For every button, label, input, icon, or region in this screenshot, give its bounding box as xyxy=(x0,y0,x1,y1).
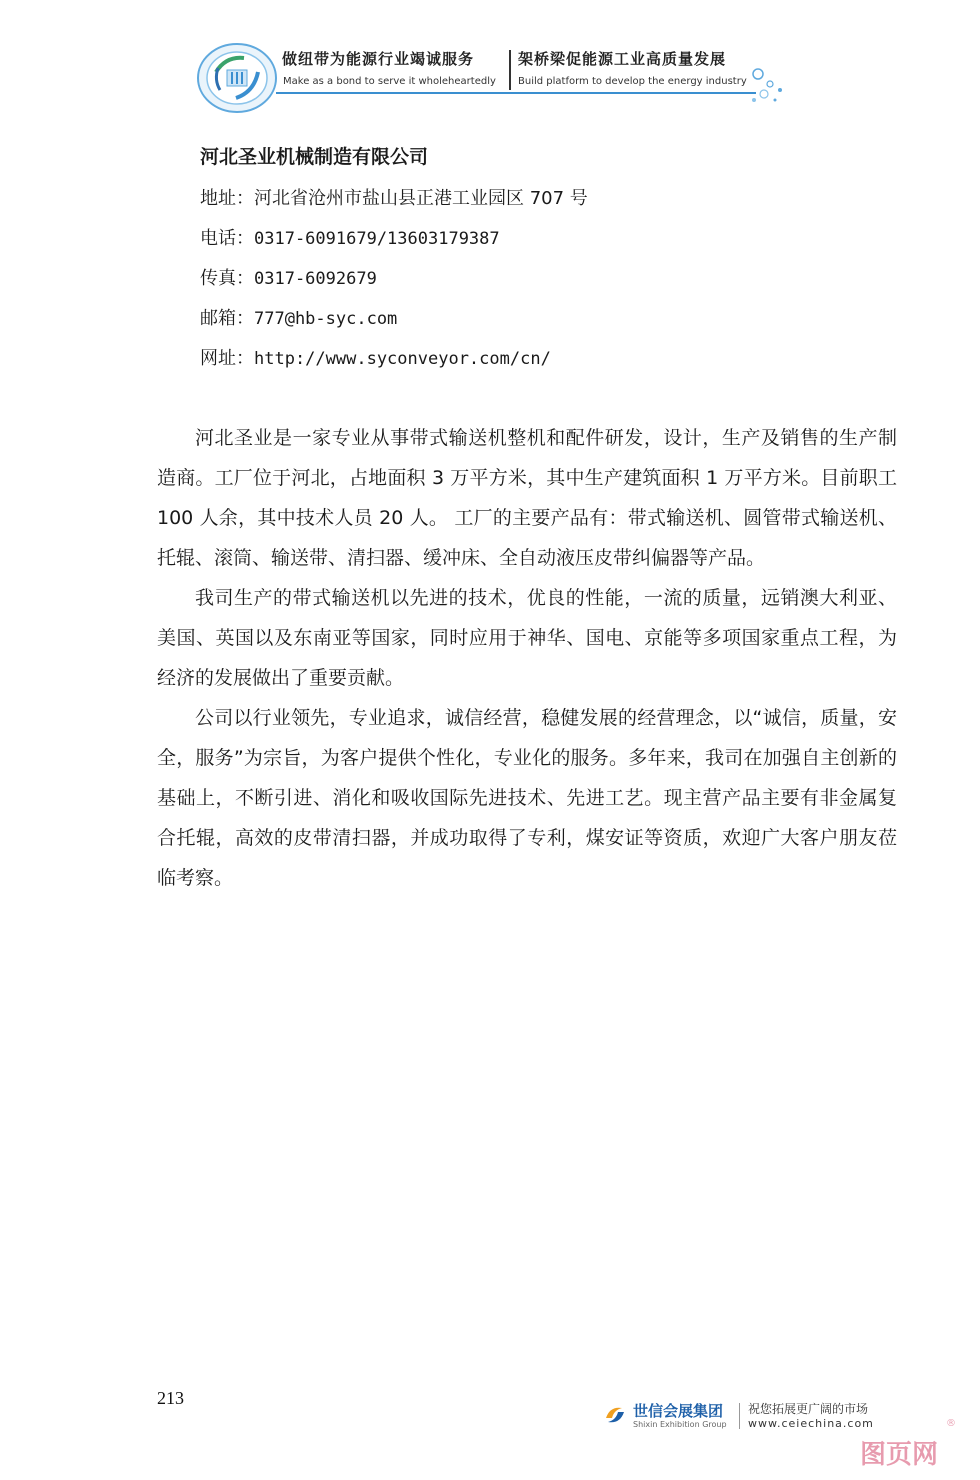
website-link[interactable]: http://www.syconveyor.com/cn/ xyxy=(254,349,551,369)
phone-label: 电话： xyxy=(200,228,254,249)
paragraph: 我司生产的带式输送机以先进的技术，优良的性能，一流的质量，远销澳大利亚、美国、英国以及东南亚等国家，同时应用于神华、国电、京能等多项国家重点工程，为经济的发展做出了重要贡献。 xyxy=(157,587,897,689)
decorative-bubbles-icon xyxy=(740,62,790,112)
slogan-cn-left: 做纽带为能源行业竭诚服务 xyxy=(282,50,475,68)
slogan-cn-right: 架桥梁促能源工业高质量发展 xyxy=(518,50,727,68)
footer-brand: 世信会展集团 xyxy=(633,1402,724,1420)
slogan-en-left: Make as a bond to serve it wholeheartedly xyxy=(283,76,496,87)
footer-separator xyxy=(739,1403,740,1429)
phone-line xyxy=(200,224,500,250)
address-value: 河北省沧州市盐山县正港工业园区 707 号 xyxy=(254,188,588,209)
registered-mark: ® xyxy=(946,1418,956,1429)
email-value[interactable]: 777@hb-syc.com xyxy=(254,309,398,329)
slogan-en-right: Build platform to develop the energy industry xyxy=(518,76,747,87)
fax-value: 0317-6092679 xyxy=(254,269,377,289)
website-line xyxy=(200,344,551,370)
company-name: 河北圣业机械制造有限公司 xyxy=(200,146,429,168)
watermark: 图页网 xyxy=(860,1440,939,1470)
phone-value: 0317-6091679/13603179387 xyxy=(254,229,500,249)
paragraph: 河北圣业是一家专业从事带式输送机整机和配件研发，设计，生产及销售的生产制造商。工厂位于河北，占地面积 3 万平方米，其中生产建筑面积 1 万平方米。目前职工 100 人余，其中技术人员 20 人。 工厂的主要产品有：带式输送机、圆管带式输送机、托辊、滚筒、输送带、清扫器、缓冲床、全自动液压皮带纠偏器等产品。 xyxy=(157,427,897,569)
slogan-separator xyxy=(509,50,511,90)
paragraph: 公司以行业领先，专业追求，诚信经营，稳健发展的经营理念，以“诚信，质量，安全，服务”为宗旨，为客户提供个性化，专业化的服务。多年来，我司在加强自主创新的基础上，不断引进、消化和吸收国际先进技术、先进工艺。现主营产品主要有非金属复合托辊，高效的皮带清扫器，并成功取得了专利，煤安证等资质，欢迎广大客户朋友莅临考察。 xyxy=(157,707,897,889)
fax-label: 传真： xyxy=(200,268,254,289)
email-label: 邮箱： xyxy=(200,308,254,329)
page-number: 213 xyxy=(157,1388,184,1408)
page-header xyxy=(0,0,980,130)
footer-url[interactable]: www.ceiechina.com xyxy=(748,1417,874,1430)
footer-brand-en: Shixin Exhibition Group xyxy=(633,1420,727,1429)
association-logo-icon xyxy=(196,42,278,114)
address-label: 地址： xyxy=(200,188,254,209)
fax-line xyxy=(200,264,377,290)
email-line xyxy=(200,304,397,330)
company-description xyxy=(157,418,897,898)
website-label: 网址： xyxy=(200,348,254,369)
footer-tagline: 祝您拓展更广阔的市场 xyxy=(748,1402,869,1416)
address-line xyxy=(200,184,588,210)
shixin-logo-icon xyxy=(600,1400,630,1430)
header-rule xyxy=(276,92,756,94)
